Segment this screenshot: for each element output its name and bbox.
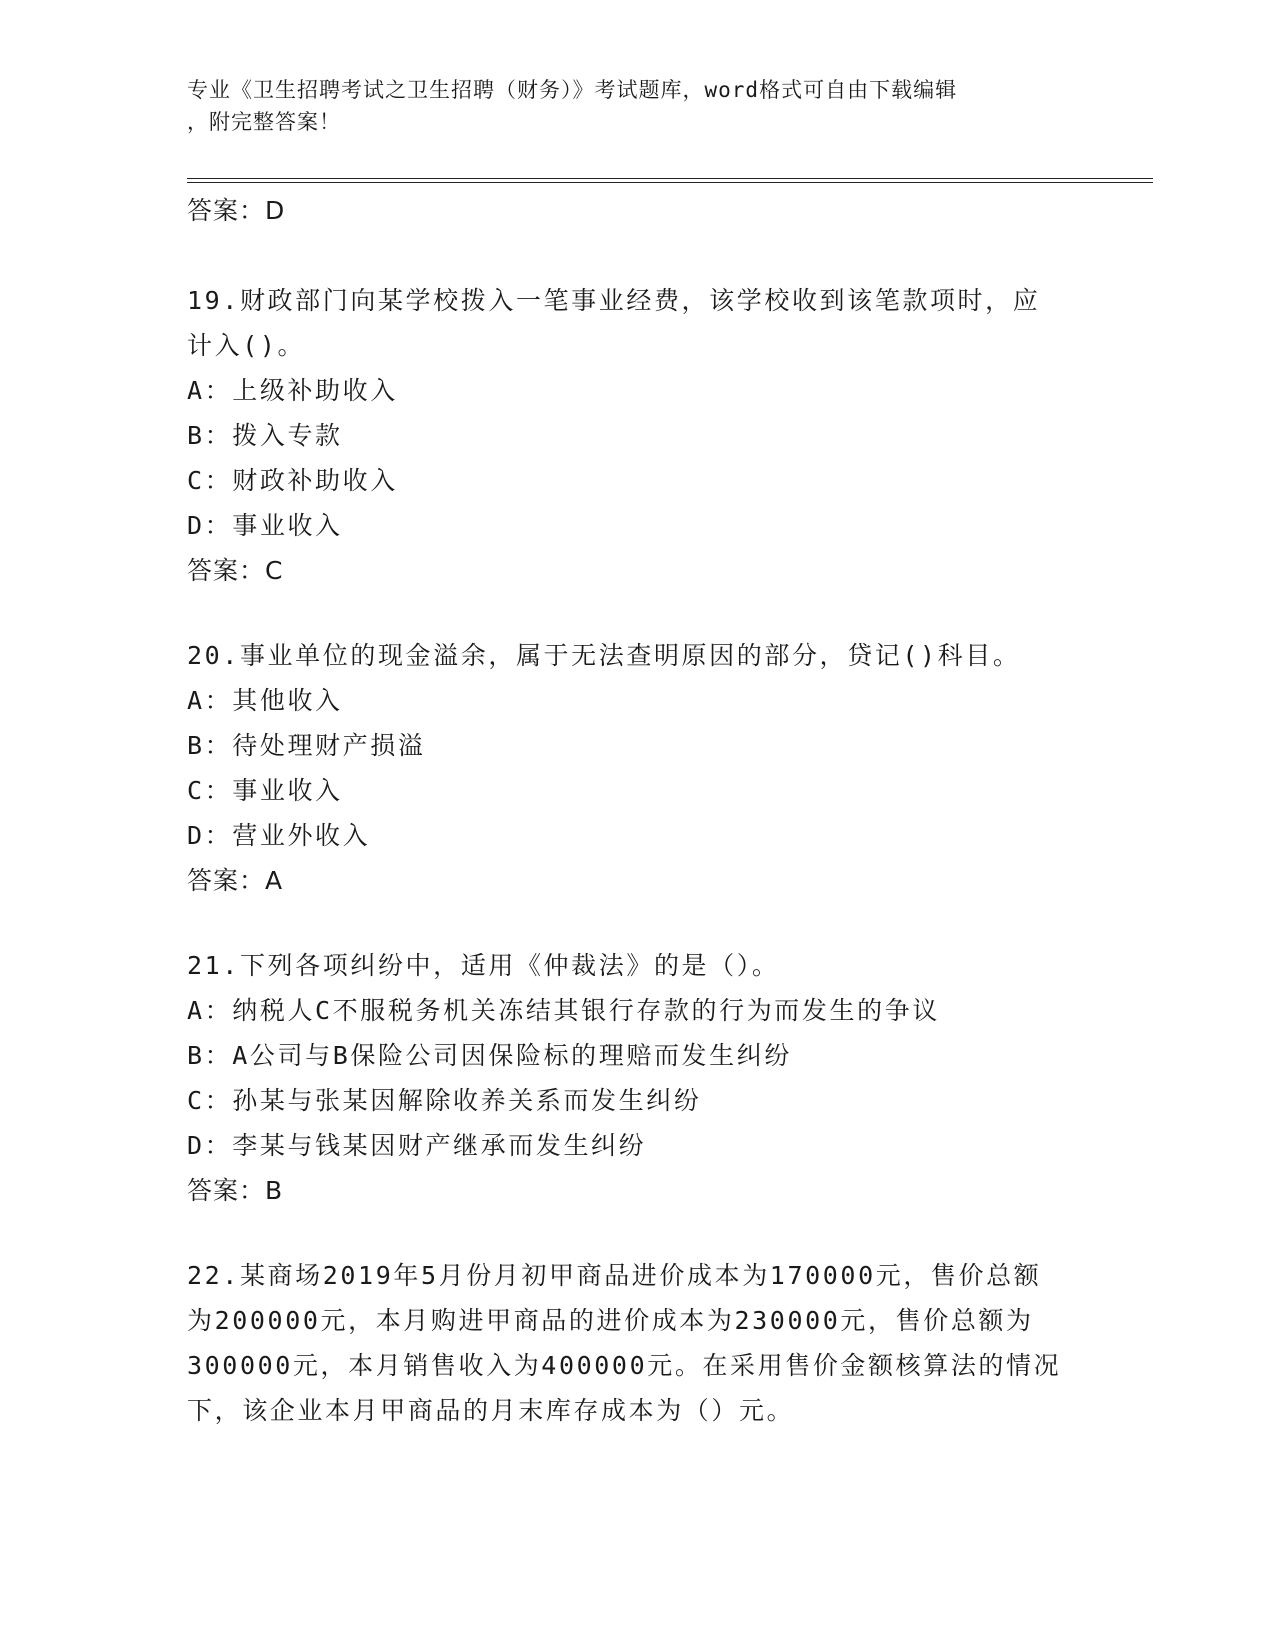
question-answer: 答案：B [187,1176,284,1205]
option-b: B：拨入专款 [187,421,343,450]
question-stem-line: 22.某商场2019年5月份月初甲商品进价成本为170000元，售价总额 [187,1261,1042,1290]
spacer [187,233,1087,278]
question-answer: 答案：C [187,556,284,585]
question-22 [187,1253,1087,1433]
question-20 [187,633,1087,903]
option-c: C：孙某与张某因解除收养关系而发生纠纷 [187,1086,702,1115]
option-d: D：事业收入 [187,511,343,540]
question-stem-line: 计入()。 [187,331,306,360]
option-a: A：其他收入 [187,686,343,715]
question-stem-line: 下，该企业本月甲商品的月末库存成本为（）元。 [187,1396,795,1425]
question-stem-line: 20.事业单位的现金溢余，属于无法查明原因的部分，贷记()科目。 [187,641,1021,670]
option-b: B：待处理财产损溢 [187,731,426,760]
question-answer: 答案：A [187,866,284,895]
spacer [187,903,1087,943]
option-c: C：事业收入 [187,776,343,805]
option-c: C：财政补助收入 [187,466,398,495]
question-stem-line: 21.下列各项纠纷中，适用《仲裁法》的是（）。 [187,951,780,980]
question-content [187,188,1087,1433]
header-divider [187,178,1153,183]
option-d: D：营业外收入 [187,821,371,850]
question-19 [187,278,1087,593]
option-d: D：李某与钱某因财产继承而发生纠纷 [187,1131,647,1160]
question-stem-line: 19.财政部门向某学校拨入一笔事业经费，该学校收到该笔款项时，应 [187,286,1041,315]
document-header [187,74,1087,138]
previous-answer: 答案：D [187,196,286,225]
question-stem-line: 为200000元，本月购进甲商品的进价成本为230000元，售价总额为 [187,1306,1034,1335]
option-a: A：纳税人C不服税务机关冻结其银行存款的行为而发生的争议 [187,996,940,1025]
option-b: B：A公司与B保险公司因保险标的理赔而发生纠纷 [187,1041,792,1070]
spacer [187,1213,1087,1253]
header-line-2: ，附完整答案！ [187,110,341,134]
question-21 [187,943,1087,1213]
spacer [187,593,1087,633]
header-line-1: 专业《卫生招聘考试之卫生招聘（财务）》考试题库，word格式可自由下载编辑 [187,78,958,102]
question-stem-line: 300000元，本月销售收入为400000元。在采用售价金额核算法的情况 [187,1351,1062,1380]
option-a: A：上级补助收入 [187,376,398,405]
